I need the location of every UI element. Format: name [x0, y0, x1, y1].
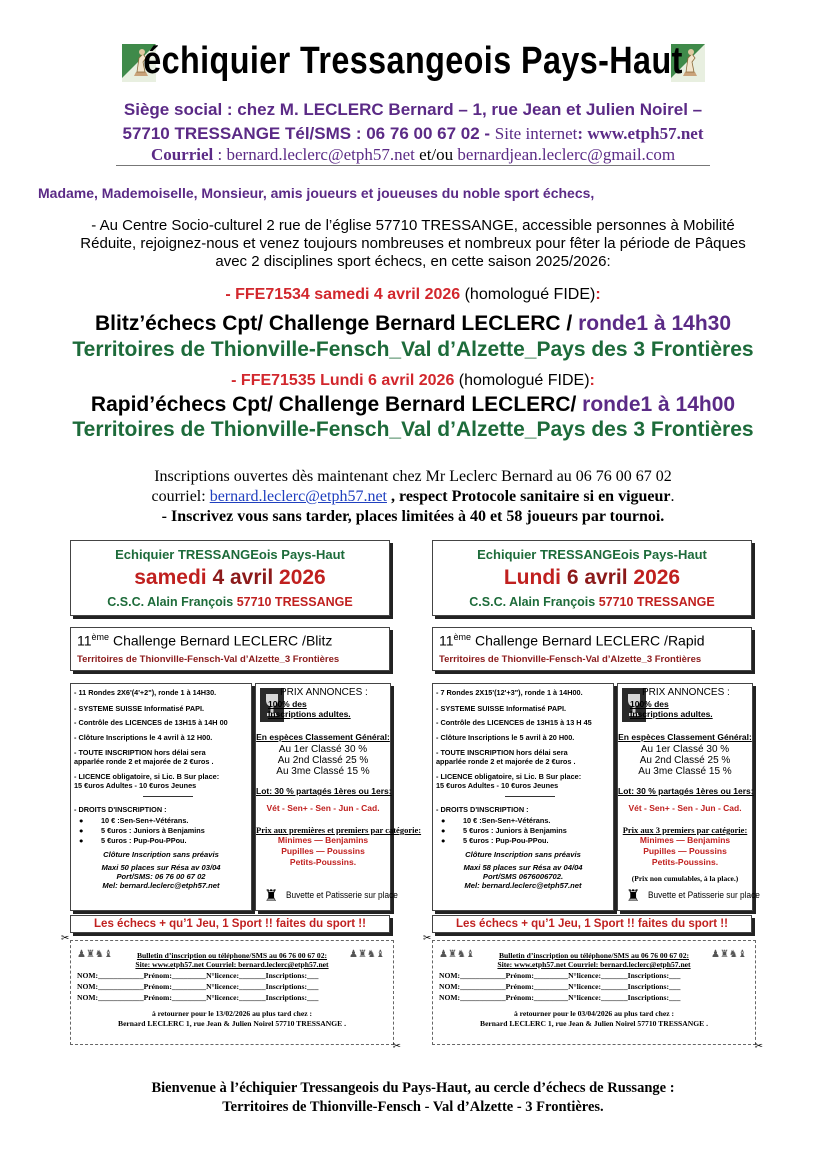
prize-extra: (Prix non cumulables, à la place.) [631, 874, 739, 883]
rule-line: - SYSTEME SUISSE Informatisé PAPI. [74, 704, 205, 713]
event-title [0, 393, 826, 417]
protocol-note: , respect Protocole sanitaire si en vigueur [387, 488, 671, 505]
footer-line: Bienvenue à l’échiquier Tressangeois du Pays-Haut, au cercle d’échecs de Russange : [151, 1080, 675, 1096]
poster-place-name: C.S.C. Alain François [469, 595, 599, 609]
prize-prix: PRIX ANNONCES : [280, 687, 368, 698]
registration-coupon[interactable] [61, 933, 401, 1052]
poster-rules-column [432, 683, 614, 911]
bullet-icon: ● [441, 816, 446, 825]
prize-prix-cat: Prix aux premières et premiers par catégorie: [256, 825, 422, 835]
bullet-icon: ● [79, 836, 84, 845]
site-url[interactable]: : www.etph57.net [577, 124, 704, 143]
chef-icon: ♜ [264, 888, 279, 905]
rule-line: 10 € :Sen-Sen+-Vétérans. [101, 816, 189, 825]
coupon-t1: Bulletin d’inscription ou téléphone/SMS au 06 76 00 67 02: [136, 951, 328, 960]
rule-line: Mel: bernard.leclerc@etph57.net [102, 881, 220, 890]
rule-line: - TOUTE INSCRIPTION hors délai sera [436, 748, 568, 757]
prize-pct: 100% des [630, 699, 669, 709]
divider [116, 165, 710, 166]
poster-rules-column [70, 683, 252, 911]
rule-line: apparlée ronde 2 et majorée de 2 €uros . [74, 757, 214, 766]
coupon-form-row[interactable]: NOM:____________Prénom:_________N°licence:_______Inscriptions:___ [439, 982, 681, 991]
rule-line: - DROITS D'INSCRIPTION : [74, 805, 167, 814]
rule-line: 5 €uros : Pup-Pou-PPou. [101, 836, 187, 845]
poster-date [433, 566, 751, 590]
period: . [670, 488, 675, 505]
poster-day: samedi [134, 566, 213, 589]
intro-line: Réduite, rejoignez-nous et venez toujours nombreuses et nombreux pour fêter la période de Pâques [80, 235, 746, 252]
email-link-1[interactable]: bernard.leclerc@etph57.net [226, 145, 415, 164]
intro-line: - Au Centre Socio-culturel 2 rue de l’église 57710 TRESSANGE, accessible personnes à Mobilité [91, 217, 735, 234]
poster-club: Echiquier TRESSANGEois Pays-Haut [115, 547, 345, 562]
poster-prizes-column [255, 683, 422, 911]
prize-c1: Minimes — Benjamins [277, 835, 369, 845]
poster-year: 2026 [627, 566, 681, 589]
event-territory: Territoires de Thionville-Fensch_Val d’Alzette_Pays des 3 Frontières [72, 418, 754, 441]
inscriptions-line: - Inscrivez vous sans tarder, places limitées à 40 et 58 joueurs par tournoi. [161, 508, 665, 525]
inscriptions-email-link[interactable]: bernard.leclerc@etph57.net [209, 488, 387, 505]
event-ronde: ronde1 à 14h00 [582, 393, 736, 416]
prize-p2: Au 2nd Classé 25 % [639, 755, 731, 766]
prize-lot: Lot: 30 % partagés 1ères ou 1ers: [256, 786, 392, 796]
poster-place [433, 595, 751, 609]
prize-c1: Minimes — Benjamins [639, 835, 731, 845]
greeting: Madame, Mademoiselle, Monsieur, amis joueurs et joueuses du noble sport échecs, [38, 185, 595, 201]
prize-pct: 100% des [268, 699, 307, 709]
prize-p2: Au 2nd Classé 25 % [277, 755, 369, 766]
challenge-name: Challenge Bernard LECLERC /Blitz [109, 632, 333, 649]
challenge-title [77, 632, 332, 649]
poster-slogan-banner: Les échecs + qu’1 Jeu, 1 Sport !! faites du sport !! [70, 915, 390, 933]
scissors-icon: ✂ [754, 1041, 763, 1052]
ffe-code: - FFE71534 samedi 4 avril 2026 [225, 286, 461, 303]
divider [143, 796, 193, 797]
rule-line: Clôture Inscription sans préavis [465, 850, 581, 859]
rule-line: 15 €uros Adultes - 10 €uros Jeunes [74, 781, 197, 790]
rule-line: apparlée ronde 2 et majorée de 2 €uros . [436, 757, 576, 766]
event-ffe-line [0, 372, 826, 390]
address-line: Siège social : chez M. LECLERC Bernard – 1, rue Jean et Julien Noirel – [123, 100, 703, 119]
challenge-number: 11 [77, 632, 92, 649]
challenge-number: 11 [439, 632, 454, 649]
tournament-poster [423, 540, 763, 1052]
poster-header-box [432, 540, 752, 616]
event-ffe-line [0, 286, 826, 304]
rule-line: - TOUTE INSCRIPTION hors délai sera [74, 748, 206, 757]
courriel-label: Courriel [150, 145, 214, 164]
coupon-t2: Site: www.etph57.net Courriel: bernard.leclerc@etph57.net [497, 960, 691, 969]
tournament-poster [61, 540, 422, 1052]
coupon-ret: à retourner pour le 03/04/2026 au plus tard chez : [513, 1009, 675, 1018]
event-territory: Territoires de Thionville-Fensch_Val d’Alzette_Pays des 3 Frontières [72, 338, 754, 361]
rule-line: - Clôture Inscriptions le 5 avril à 20 H00. [436, 733, 575, 742]
prize-p3: Au 3me Classé 15 % [638, 766, 732, 777]
challenge-sup: ème [453, 632, 472, 642]
buvette-note: Buvette et Patisserie sur place [648, 890, 760, 900]
contact-line [0, 124, 826, 144]
rule-line: - 11 Rondes 2X6'(4'+2"), ronde 1 à 14H30. [74, 688, 217, 697]
chess-pieces-icon: ♟♜♞♝ [711, 949, 747, 960]
prize-c3: Petits-Poussins. [651, 857, 719, 867]
coupon-ret: à retourner pour le 13/02/2026 au plus tard chez : [151, 1009, 313, 1018]
coupon-form-row[interactable]: NOM:____________Prénom:_________N°licence:_______Inscriptions:___ [439, 971, 681, 980]
coupon-form-row[interactable]: NOM:____________Prénom:_________N°licence:_______Inscriptions:___ [77, 982, 319, 991]
poster-challenge-box [70, 627, 390, 671]
challenge-subtitle: Territoires de Thionville-Fensch-Val d’Alzette_3 Frontières [77, 654, 340, 665]
rule-line: - Clôture Inscriptions le 4 avril à 12 H00. [74, 733, 213, 742]
bullet-icon: ● [441, 836, 446, 845]
inscriptions-line [0, 487, 826, 507]
site-label: Site internet [494, 124, 578, 143]
challenge-title [439, 632, 705, 649]
registration-coupon[interactable] [423, 933, 763, 1052]
prize-cats: Vét - Sen+ - Sen - Jun - Cad. [628, 803, 742, 813]
poster-daynum: 4 avril [212, 566, 274, 589]
scissors-icon: ✂ [392, 1041, 401, 1052]
colon: : [595, 286, 601, 303]
event-title [0, 312, 826, 336]
email-line [0, 145, 826, 165]
bullet-icon: ● [79, 826, 84, 835]
rule-line: - Contrôle des LICENCES de 13H15 à 13 H 45 [436, 718, 592, 727]
rule-line: 15 €uros Adultes - 10 €uros Jeunes [436, 781, 559, 790]
prize-especes: En espèces Classement Général: [256, 732, 390, 742]
email-or: et/ou [414, 145, 458, 164]
coupon-form-row[interactable]: NOM:____________Prénom:_________N°licence:_______Inscriptions:___ [439, 993, 681, 1002]
prize-c3: Petits-Poussins. [289, 857, 357, 867]
bullet-icon: ● [441, 826, 446, 835]
poster-date [71, 566, 389, 590]
fide-note: (homologué FIDE) [460, 286, 596, 303]
divider [505, 796, 555, 797]
prize-prix: PRIX ANNONCES : [642, 687, 730, 698]
coupon-t1: Bulletin d’inscription ou téléphone/SMS au 06 76 00 67 02: [498, 951, 690, 960]
intro-line: avec 2 disciplines sport échecs, en cette saison 2025/2026: [215, 253, 611, 270]
phone-text: 57710 TRESSANGE Tél/SMS : 06 76 00 67 02 - [122, 124, 495, 143]
prize-cats: Vét - Sen+ - Sen - Jun - Cad. [266, 803, 380, 813]
scissors-icon: ✂ [423, 933, 432, 944]
rule-line: Port/SMS: 06 76 00 67 02 [116, 872, 206, 881]
poster-place-town: 57710 TRESSANGE [236, 595, 353, 609]
challenge-sup: ème [91, 632, 110, 642]
coupon-addr: Bernard LECLERC 1, rue Jean & Julien Noirel 57710 TRESSANGE . [118, 1019, 346, 1028]
rule-line: 5 €uros : Pup-Pou-PPou. [463, 836, 549, 845]
event-ronde: ronde1 à 14h30 [578, 312, 731, 335]
prize-c2: Pupilles — Poussins [281, 846, 365, 856]
rule-line: Maxi 58 places sur Résa av 04/04 [463, 863, 583, 872]
inscriptions-block [0, 467, 826, 527]
rule-line: - SYSTEME SUISSE Informatisé PAPI. [436, 704, 567, 713]
prize-insc: Inscriptions adultes. [268, 709, 351, 719]
rule-line: Clôture Inscription sans préavis [103, 850, 219, 859]
courriel-sep: : [213, 145, 227, 164]
rule-line: - LICENCE obligatoire, si Lic. B Sur place: [74, 772, 220, 781]
poster-place-town: 57710 TRESSANGE [598, 595, 715, 609]
rule-line: Maxi 50 places sur Résa av 03/04 [101, 863, 221, 872]
rule-line: Port/SMS 0676006702. [482, 872, 564, 881]
prize-prix-cat: Prix aux 3 premiers par catégorie: [622, 825, 748, 835]
rule-line: - 7 Rondes 2X15'(12'+3"), ronde 1 à 14H00. [436, 688, 583, 697]
poster-place [71, 595, 389, 609]
poster-club: Echiquier TRESSANGEois Pays-Haut [477, 547, 707, 562]
scissors-icon: ✂ [61, 933, 70, 944]
coupon-form-row[interactable]: NOM:____________Prénom:_________N°licence:_______Inscriptions:___ [77, 993, 319, 1002]
rule-line: 10 € :Sen-Sen+-Vétérans. [463, 816, 551, 825]
event-name: Rapid’échecs Cpt/ Challenge Bernard LECLERC/ [90, 393, 583, 416]
ffe-code: - FFE71535 Lundi 6 avril 2026 [231, 372, 455, 389]
rule-line: 5 €uros : Juniors à Benjamins [463, 826, 567, 835]
intro-paragraph [0, 217, 826, 271]
prize-p1: Au 1er Classé 30 % [640, 744, 730, 755]
chess-pieces-icon: ♟♜♞♝ [349, 949, 385, 960]
page-title: échiquier Tressangeois Pays-Haut [143, 40, 683, 82]
prize-especes: En espèces Classement Général: [618, 732, 752, 742]
coupon-t2: Site: www.etph57.net Courriel: bernard.leclerc@etph57.net [135, 960, 329, 969]
rule-line: - DROITS D'INSCRIPTION : [436, 805, 529, 814]
event-name: Blitz’échecs Cpt/ Challenge Bernard LECLERC / [95, 312, 579, 335]
prize-insc: Inscriptions adultes. [630, 709, 713, 719]
poster-place-name: C.S.C. Alain François [107, 595, 237, 609]
prize-p1: Au 1er Classé 30 % [278, 744, 368, 755]
prize-lot: Lot: 30 % partagés 1ères ou 1ers: [618, 786, 754, 796]
poster-header-box [70, 540, 390, 616]
rule-line: - Contrôle des LICENCES de 13H15 à 14H 00 [74, 718, 228, 727]
chess-pieces-icon: ♟♜♞♝ [77, 949, 113, 960]
colon: : [589, 372, 595, 389]
challenge-name: Challenge Bernard LECLERC /Rapid [471, 632, 705, 649]
email-link-2[interactable]: bernardjean.leclerc@gmail.com [457, 145, 676, 164]
chess-pieces-icon: ♟♜♞♝ [439, 949, 475, 960]
buvette-note: Buvette et Patisserie sur place [286, 890, 398, 900]
footer-line: Territoires de Thionville-Fensch - Val d’Alzette - 3 Frontières. [222, 1099, 604, 1115]
prize-c2: Pupilles — Poussins [643, 846, 727, 856]
coupon-form-row[interactable]: NOM:____________Prénom:_________N°licence:_______Inscriptions:___ [77, 971, 319, 980]
courriel-label: courriel: [151, 488, 210, 505]
inscriptions-line: Inscriptions ouvertes dès maintenant chez Mr Leclerc Bernard au 06 76 00 67 02 [154, 468, 672, 485]
rule-line: 5 €uros : Juniors à Benjamins [101, 826, 205, 835]
rule-line: - LICENCE obligatoire, si Lic. B Sur place: [436, 772, 582, 781]
poster-daynum: 6 avril [566, 566, 628, 589]
poster-prizes-column [617, 683, 760, 911]
poster-year: 2026 [273, 566, 326, 589]
chef-icon: ♜ [626, 888, 641, 905]
poster-slogan-banner: Les échecs + qu’1 Jeu, 1 Sport !! faites du sport !! [432, 915, 752, 933]
prize-p3: Au 3me Classé 15 % [276, 766, 370, 777]
rule-line: Mel: bernard.leclerc@etph57.net [464, 881, 582, 890]
poster-day: Lundi [503, 566, 567, 589]
poster-challenge-box [432, 627, 752, 671]
fide-note: (homologué FIDE) [454, 372, 590, 389]
coupon-addr: Bernard LECLERC 1, rue Jean & Julien Noirel 57710 TRESSANGE . [480, 1019, 708, 1028]
bullet-icon: ● [79, 816, 84, 825]
challenge-subtitle: Territoires de Thionville-Fensch-Val d’Alzette_3 Frontières [439, 654, 702, 665]
